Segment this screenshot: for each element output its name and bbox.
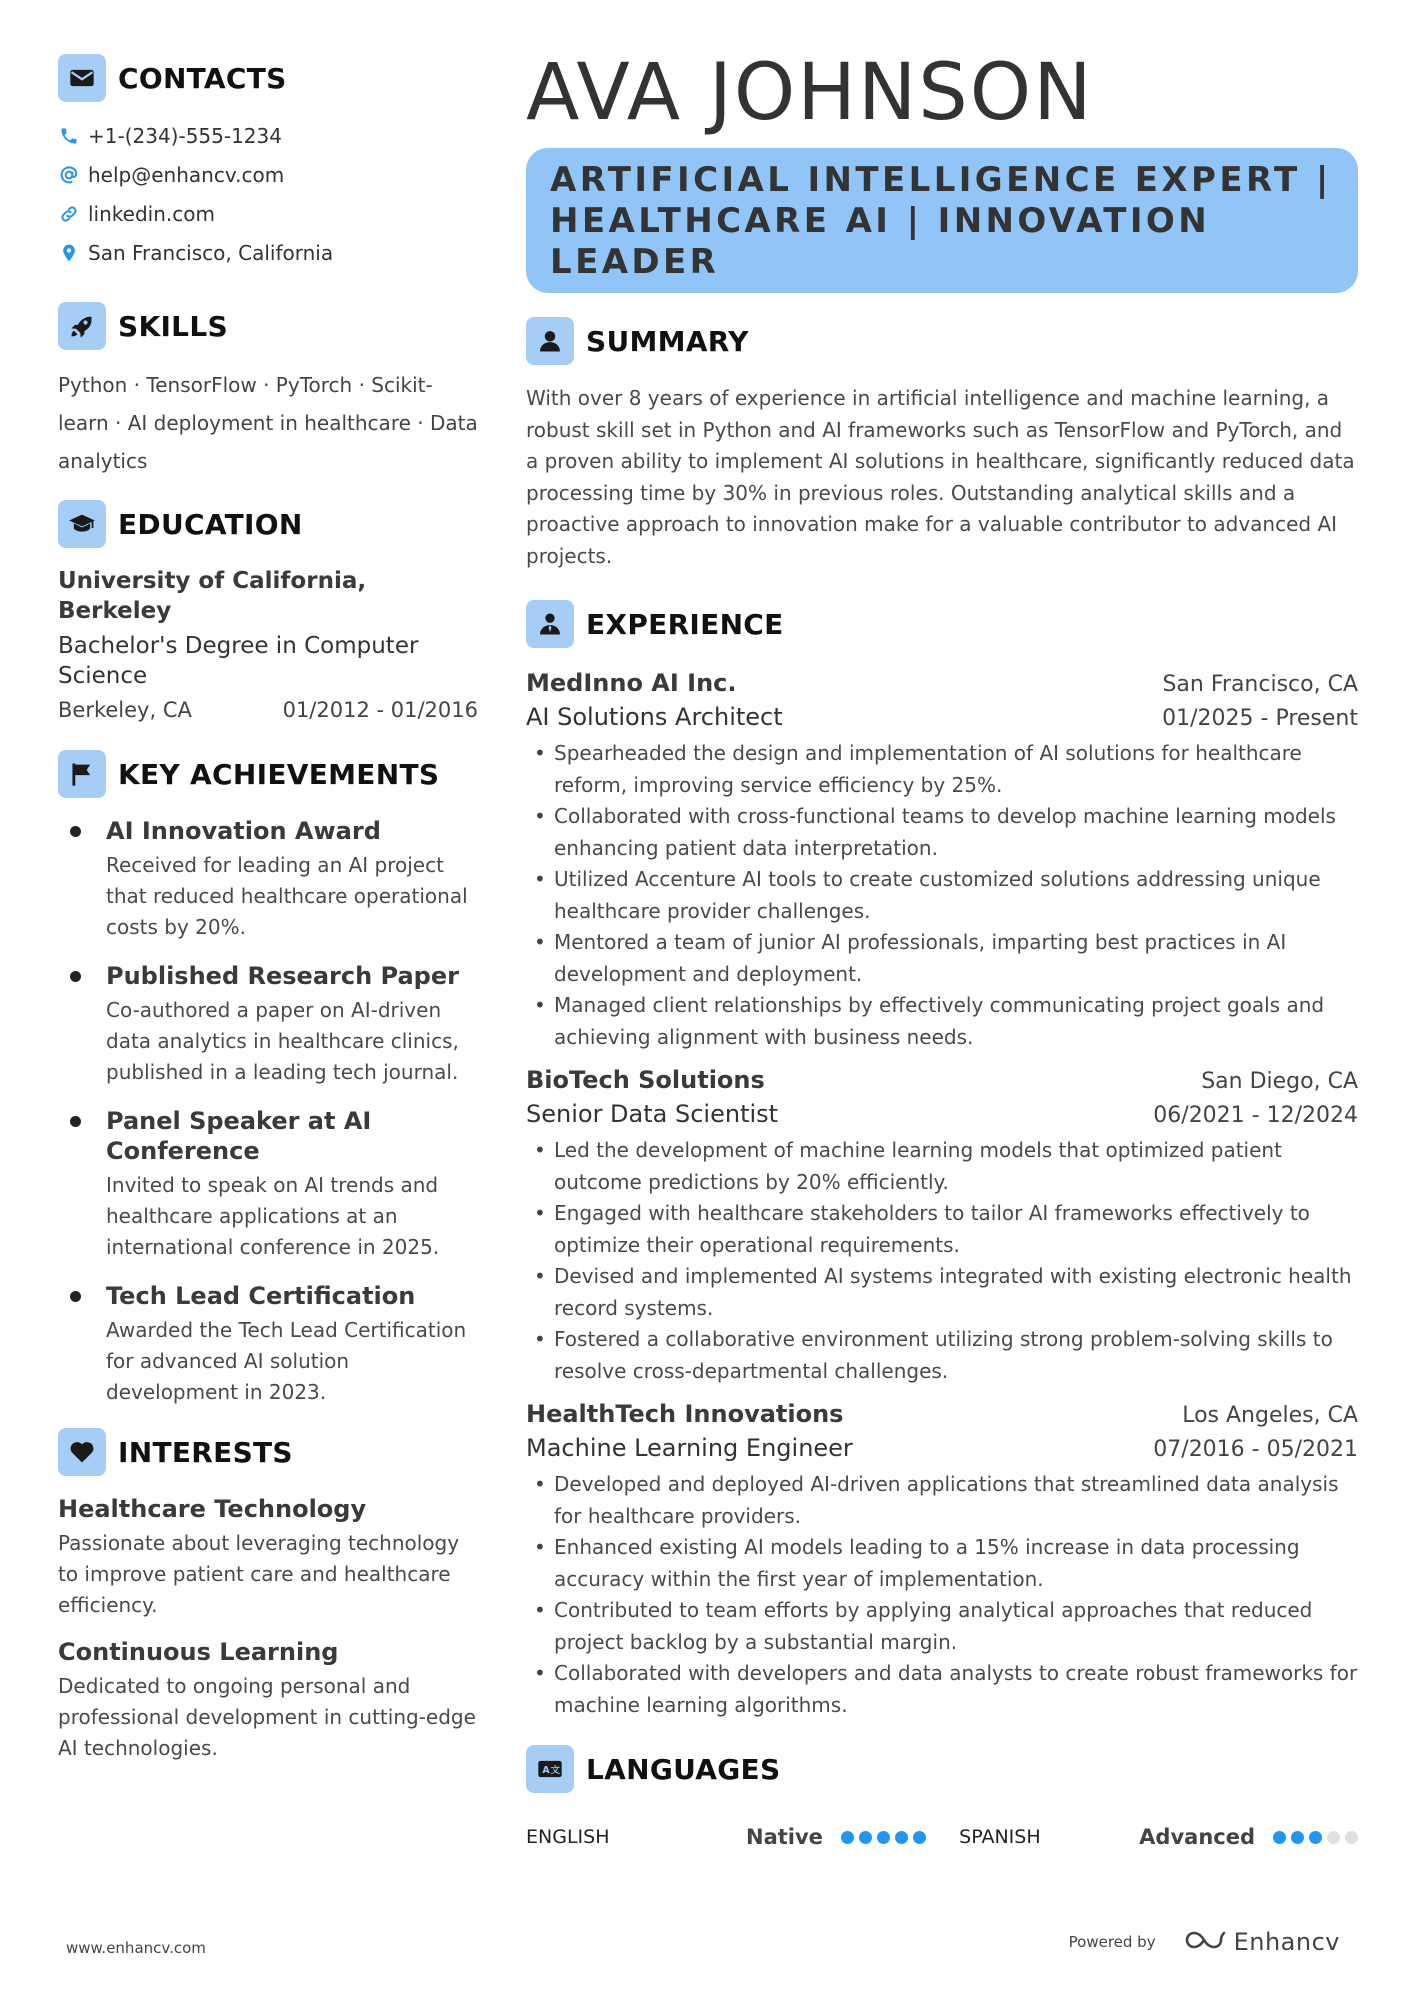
rating-dot (841, 1831, 854, 1844)
job-entry (526, 666, 1358, 1053)
job-entry (526, 1063, 1358, 1387)
interest-item (58, 1637, 478, 1764)
enhancv-logo-icon (1182, 1928, 1228, 1956)
job-role: AI Solutions Architect (526, 703, 783, 731)
interests-title: INTERESTS (118, 1435, 293, 1469)
rating-dot (1291, 1831, 1304, 1844)
language-icon (526, 1745, 574, 1793)
job-bullet: • Collaborated with cross-functional teams to develop machine learning models enhancing patient data interpretation. (526, 801, 1358, 864)
experience-header (526, 598, 1358, 650)
job-bullets (526, 1135, 1358, 1387)
job-bullet: • Utilized Accenture AI tools to create customized solutions addressing unique healthcare provider challenges. (526, 864, 1358, 927)
candidate-name: AVA JOHNSON (526, 48, 1094, 138)
job-role: Machine Learning Engineer (526, 1434, 853, 1462)
job-bullet: • Led the development of machine learning models that optimized patient outcome predictions by 20% efficiently. (526, 1135, 1358, 1198)
interest-title: Continuous Learning (58, 1638, 339, 1666)
contact-linkedin[interactable] (58, 194, 478, 233)
language-level: Native (746, 1825, 823, 1849)
bullet-dot (70, 971, 81, 982)
achievement-item (58, 1281, 478, 1408)
job-role: Senior Data Scientist (526, 1100, 779, 1128)
job-location: Los Angeles, CA (1182, 1403, 1358, 1428)
contact-linkedin-text: linkedin.com (88, 201, 215, 226)
interest-item (58, 1494, 478, 1621)
svg-text:文: 文 (550, 1765, 560, 1777)
powered-by-label: Powered by (1068, 1933, 1156, 1951)
education-school: University of California, Berkeley (58, 568, 367, 624)
contact-location-text: San Francisco, California (88, 240, 334, 265)
bullet-dot (70, 1291, 81, 1302)
job-bullets (526, 1469, 1358, 1721)
map-pin-icon (58, 242, 80, 264)
rocket-icon (58, 302, 106, 350)
left-column (58, 52, 478, 1780)
job-bullet: • Spearheaded the design and implementation of AI solutions for healthcare reform, improving service efficiency by 25%. (526, 738, 1358, 801)
job-bullet: • Mentored a team of junior AI professionals, imparting best practices in AI development and deployment. (526, 927, 1358, 990)
envelope-icon (58, 54, 106, 102)
achievement-title: Published Research Paper (106, 962, 459, 990)
skills-list: Python · TensorFlow · PyTorch · Scikit-learn · AI deployment in healthcare · Data analytics (58, 373, 478, 473)
at-icon (58, 164, 80, 186)
achievement-item (58, 1106, 478, 1263)
language-name: SPANISH (959, 1826, 1041, 1848)
rating-dot (859, 1831, 872, 1844)
rating-dot (913, 1831, 926, 1844)
contact-phone[interactable] (58, 116, 478, 155)
job-bullet: • Fostered a collaborative environment utilizing strong problem-solving skills to resolve cross-departmental challenges. (526, 1324, 1358, 1387)
contact-email[interactable] (58, 155, 478, 194)
achievement-item (58, 961, 478, 1088)
achievements-title: KEY ACHIEVEMENTS (118, 757, 440, 791)
contacts-title: CONTACTS (118, 61, 287, 95)
education-title: EDUCATION (118, 507, 303, 541)
contact-phone-text: +1-(234)-555-1234 (88, 123, 282, 148)
language-level: Advanced (1139, 1825, 1255, 1849)
interest-description: Dedicated to ongoing personal and professional development in cutting-edge AI technologies. (58, 1674, 476, 1760)
headline-banner: ARTIFICIAL INTELLIGENCE EXPERT | HEALTHCARE AI | INNOVATION LEADER (526, 148, 1358, 293)
bullet-dot (70, 1116, 81, 1127)
job-bullet: • Developed and deployed AI-driven applications that streamlined data analysis for healthcare providers. (526, 1469, 1358, 1532)
rating-dot (1309, 1831, 1322, 1844)
education-section (58, 498, 478, 722)
language-rating (1273, 1831, 1358, 1844)
graduation-cap-icon (58, 500, 106, 548)
job-location: San Diego, CA (1201, 1069, 1358, 1094)
achievement-description: Awarded the Tech Lead Certification for advanced AI solution development in 2023. (106, 1318, 467, 1404)
achievement-description: Invited to speak on AI trends and healthcare applications at an international conference in 2025. (106, 1173, 440, 1259)
achievement-title: Panel Speaker at AI Conference (106, 1107, 372, 1165)
job-entry (526, 1397, 1358, 1721)
contacts-section (58, 52, 478, 272)
footer-website[interactable]: www.enhancv.com (66, 1939, 206, 1957)
rating-dot (1327, 1831, 1340, 1844)
experience-section (526, 598, 1358, 1721)
job-company: BioTech Solutions (526, 1066, 765, 1094)
brand-name: Enhancv (1233, 1928, 1340, 1956)
bullet-dot (70, 826, 81, 837)
briefcase-user-icon (526, 600, 574, 648)
interests-header (58, 1426, 478, 1478)
achievements-header (58, 748, 478, 800)
svg-text:A: A (542, 1765, 550, 1777)
education-degree: Bachelor's Degree in Computer Science (58, 633, 419, 689)
skills-header (58, 300, 478, 352)
language-item (526, 1825, 926, 1849)
job-dates: 06/2021 - 12/2024 (1153, 1103, 1358, 1128)
rating-dot (877, 1831, 890, 1844)
job-dates: 01/2025 - Present (1162, 706, 1358, 731)
languages-title: LANGUAGES (586, 1752, 781, 1786)
language-item (959, 1825, 1358, 1849)
right-column (526, 48, 1358, 1849)
job-bullet: • Contributed to team efforts by applying analytical approaches that reduced project backlog by a substantial margin. (526, 1595, 1358, 1658)
user-icon (526, 317, 574, 365)
education-dates: 01/2012 - 01/2016 (282, 698, 478, 722)
language-name: ENGLISH (526, 1826, 610, 1848)
skills-title: SKILLS (118, 309, 228, 343)
education-meta (58, 698, 478, 722)
flag-icon (58, 750, 106, 798)
contact-email-text: help@enhancv.com (88, 162, 285, 187)
job-bullet: • Devised and implemented AI systems integrated with existing electronic health record systems. (526, 1261, 1358, 1324)
interest-title: Healthcare Technology (58, 1495, 367, 1523)
summary-title: SUMMARY (586, 324, 749, 358)
footer-branding[interactable] (1069, 1928, 1340, 1956)
job-location: San Francisco, CA (1162, 672, 1358, 697)
achievement-description: Co-authored a paper on AI-driven data analytics in healthcare clinics, published in a leading tech journal. (106, 998, 459, 1084)
summary-section (526, 315, 1358, 572)
contacts-header (58, 52, 478, 104)
achievement-title: Tech Lead Certification (106, 1282, 416, 1310)
achievement-title: AI Innovation Award (106, 817, 381, 845)
phone-icon (58, 125, 80, 147)
education-location: Berkeley, CA (58, 698, 192, 722)
job-dates: 07/2016 - 05/2021 (1153, 1437, 1358, 1462)
education-header (58, 498, 478, 550)
job-bullets (526, 738, 1358, 1053)
skills-section (58, 300, 478, 480)
rating-dot (895, 1831, 908, 1844)
interest-description: Passionate about leveraging technology to improve patient care and healthcare efficiency. (58, 1531, 460, 1617)
job-company: MedInno AI Inc. (526, 669, 737, 697)
heart-icon (58, 1428, 106, 1476)
language-rating (841, 1831, 926, 1844)
job-bullet: • Collaborated with developers and data analysts to create robust frameworks for machine learning algorithms. (526, 1658, 1358, 1721)
summary-text: With over 8 years of experience in artificial intelligence and machine learning, a robust skill set in Python and AI frameworks such as TensorFlow and PyTorch, and a proven ability to implement AI solutions in healthcare, significantly reduced data processing time by 30% in previous roles. Outstanding analytical skills and a proactive approach to innovation make for a valuable contributor to advanced AI projects. (526, 386, 1355, 568)
summary-header (526, 315, 1358, 367)
link-icon (58, 203, 80, 225)
job-bullet: • Enhanced existing AI models leading to a 15% increase in data processing accuracy within the first year of implementation. (526, 1532, 1358, 1595)
achievement-item (58, 816, 478, 943)
rating-dot (1273, 1831, 1286, 1844)
job-bullet: • Engaged with healthcare stakeholders to tailor AI frameworks effectively to optimize their operational requirements. (526, 1198, 1358, 1261)
rating-dot (1345, 1831, 1358, 1844)
job-company: HealthTech Innovations (526, 1400, 844, 1428)
languages-header (526, 1743, 1358, 1795)
achievements-section (58, 748, 478, 1408)
languages-section (526, 1743, 1358, 1849)
experience-title: EXPERIENCE (586, 607, 784, 641)
job-bullet: • Managed client relationships by effectively communicating project goals and achieving alignment with business needs. (526, 990, 1358, 1053)
interests-section (58, 1426, 478, 1764)
achievement-description: Received for leading an AI project that reduced healthcare operational costs by 20%. (106, 853, 468, 939)
contact-location (58, 233, 478, 272)
